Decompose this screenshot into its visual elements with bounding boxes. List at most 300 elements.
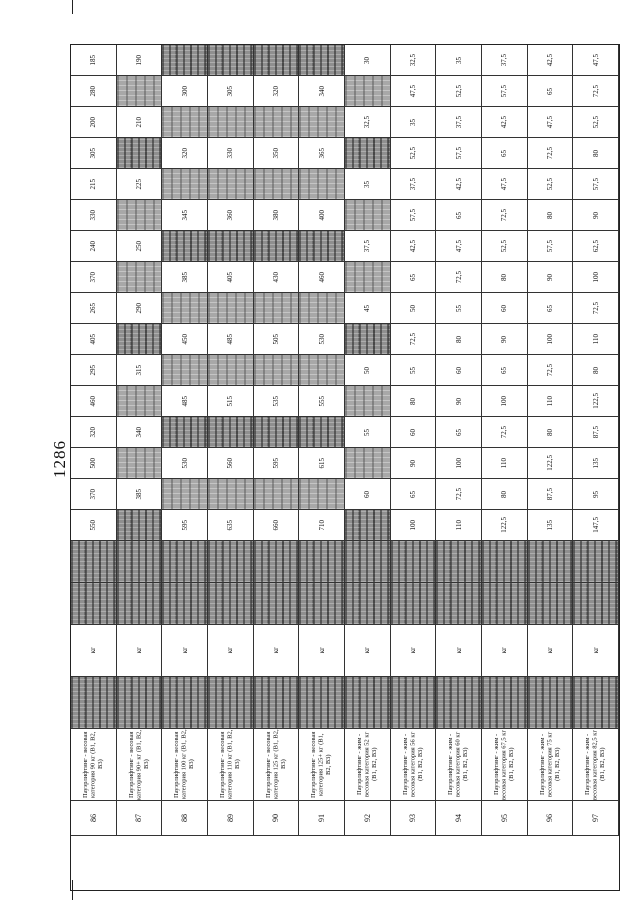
- value-cell: [528, 262, 574, 293]
- value-cell: [162, 448, 208, 479]
- value-text: 365: [317, 147, 326, 159]
- value-cell: [117, 169, 163, 200]
- value-cell: [391, 262, 437, 293]
- value-cell: [162, 200, 208, 231]
- value-cell: [436, 479, 482, 510]
- value-cell: [436, 510, 482, 541]
- value-text: 80: [500, 490, 509, 498]
- value-cell: [345, 76, 391, 107]
- value-cell: [208, 45, 254, 76]
- value-text: 660: [271, 519, 280, 531]
- value-cell: [208, 76, 254, 107]
- value-cell: [482, 386, 528, 417]
- value-cell: [71, 107, 117, 138]
- value-cell: [208, 479, 254, 510]
- row-number-cell: [482, 801, 528, 836]
- value-cell: [71, 510, 117, 541]
- value-text: 240: [89, 240, 98, 252]
- value-cell: [117, 45, 163, 76]
- value-cell: [208, 510, 254, 541]
- row-number-text: 93: [408, 814, 418, 822]
- value-cell: [208, 293, 254, 324]
- value-cell: [573, 262, 619, 293]
- scan-edge-mark-top: [72, 0, 73, 14]
- value-cell: [482, 138, 528, 169]
- value-cell: [162, 355, 208, 386]
- page-number: 1286: [50, 440, 69, 478]
- unit-cell: [436, 625, 482, 677]
- value-cell: [528, 324, 574, 355]
- discipline-name-text: Пауэрлифтинг - весовая категория 100 кг (В1, В2, В3): [173, 729, 196, 800]
- value-cell: [208, 107, 254, 138]
- row-number-text: 96: [545, 814, 555, 822]
- value-text: 485: [180, 395, 189, 407]
- value-cell: [162, 169, 208, 200]
- value-cell: [208, 262, 254, 293]
- row-number-text: 89: [225, 814, 235, 822]
- value-cell: [299, 510, 345, 541]
- value-cell: [573, 448, 619, 479]
- value-text: 37,5: [454, 115, 463, 129]
- value-cell: [436, 45, 482, 76]
- discipline-name-text: Пауэрлифтинг - жим - весовая категория 60 кг (В1, В2, В3): [447, 731, 470, 798]
- value-cell: [528, 417, 574, 448]
- discipline-name-cell: [162, 729, 208, 801]
- value-text: 47,5: [545, 115, 554, 129]
- value-cell: [391, 200, 437, 231]
- value-cell: [528, 448, 574, 479]
- obscured-cell: [117, 677, 163, 729]
- value-text: 90: [591, 211, 600, 219]
- value-cell: [162, 417, 208, 448]
- unit-cell: [391, 625, 437, 677]
- discipline-name-cell: [391, 729, 437, 801]
- value-text: 90: [454, 397, 463, 405]
- value-text: 65: [545, 87, 554, 95]
- value-text: 65: [454, 428, 463, 436]
- value-text: 50: [408, 304, 417, 312]
- value-cell: [117, 417, 163, 448]
- value-text: 65: [500, 366, 509, 374]
- value-cell: [573, 386, 619, 417]
- discipline-name-cell: [482, 729, 528, 801]
- value-cell: [528, 386, 574, 417]
- value-cell: [71, 45, 117, 76]
- value-text: 87,5: [591, 425, 600, 439]
- value-text: 100: [408, 519, 417, 531]
- value-text: 72,5: [545, 363, 554, 377]
- row-number-cell: [254, 801, 300, 836]
- obscured-cell: [436, 541, 482, 583]
- value-text: 60: [408, 428, 417, 436]
- value-text: 122,5: [545, 455, 554, 471]
- value-cell: [254, 386, 300, 417]
- value-cell: [528, 231, 574, 262]
- value-cell: [436, 200, 482, 231]
- value-cell: [71, 76, 117, 107]
- obscured-cell: [117, 583, 163, 625]
- obscured-cell: [162, 541, 208, 583]
- value-text: 315: [134, 364, 143, 376]
- value-cell: [345, 510, 391, 541]
- value-text: 37,5: [363, 239, 372, 253]
- value-text: 122,5: [500, 517, 509, 533]
- row-number-text: 91: [317, 814, 327, 822]
- obscured-cell: [254, 677, 300, 729]
- value-cell: [208, 200, 254, 231]
- value-text: 57,5: [454, 146, 463, 160]
- value-cell: [345, 417, 391, 448]
- value-cell: [208, 448, 254, 479]
- value-cell: [482, 293, 528, 324]
- value-cell: [391, 231, 437, 262]
- unit-text: кг: [454, 647, 463, 654]
- value-cell: [71, 262, 117, 293]
- value-text: 300: [180, 85, 189, 97]
- value-text: 385: [134, 488, 143, 500]
- value-cell: [299, 200, 345, 231]
- value-cell: [482, 76, 528, 107]
- value-text: 45: [363, 304, 372, 312]
- value-cell: [117, 107, 163, 138]
- value-text: 147,5: [591, 517, 600, 533]
- value-text: 460: [317, 271, 326, 283]
- value-cell: [391, 448, 437, 479]
- value-cell: [299, 479, 345, 510]
- obscured-cell: [391, 541, 437, 583]
- unit-text: кг: [180, 647, 189, 654]
- unit-cell: [162, 625, 208, 677]
- value-text: 505: [271, 333, 280, 345]
- value-cell: [436, 231, 482, 262]
- value-cell: [117, 262, 163, 293]
- obscured-cell: [345, 583, 391, 625]
- value-text: 500: [89, 457, 98, 469]
- value-text: 47,5: [500, 177, 509, 191]
- row-number-cell: [299, 801, 345, 836]
- value-text: 47,5: [408, 84, 417, 98]
- row-number-cell: [573, 801, 619, 836]
- row-number-text: 86: [88, 814, 98, 822]
- value-text: 135: [591, 457, 600, 469]
- value-text: 57,5: [500, 84, 509, 98]
- value-text: 60: [500, 304, 509, 312]
- value-text: 90: [545, 273, 554, 281]
- row-number-cell: [345, 801, 391, 836]
- obscured-cell: [482, 583, 528, 625]
- value-text: 72,5: [545, 146, 554, 160]
- value-cell: [117, 386, 163, 417]
- value-cell: [254, 417, 300, 448]
- value-text: 710: [317, 519, 326, 531]
- unit-cell: [208, 625, 254, 677]
- value-cell: [345, 355, 391, 386]
- obscured-cell: [71, 541, 117, 583]
- value-cell: [482, 169, 528, 200]
- value-cell: [254, 355, 300, 386]
- obscured-cell: [208, 541, 254, 583]
- value-text: 65: [500, 149, 509, 157]
- value-cell: [345, 262, 391, 293]
- value-text: 305: [89, 147, 98, 159]
- value-text: 47,5: [454, 239, 463, 253]
- obscured-cell: [528, 583, 574, 625]
- value-text: 52,5: [591, 115, 600, 129]
- value-text: 72,5: [408, 332, 417, 346]
- discipline-name-cell: [254, 729, 300, 801]
- value-cell: [528, 76, 574, 107]
- value-cell: [254, 45, 300, 76]
- value-text: 52,5: [545, 177, 554, 191]
- obscured-cell: [208, 677, 254, 729]
- value-cell: [345, 386, 391, 417]
- value-cell: [71, 200, 117, 231]
- value-text: 330: [89, 209, 98, 221]
- row-number-text: 94: [454, 814, 464, 822]
- value-cell: [345, 169, 391, 200]
- value-cell: [482, 479, 528, 510]
- value-cell: [71, 355, 117, 386]
- value-cell: [482, 200, 528, 231]
- value-cell: [436, 386, 482, 417]
- value-text: 90: [500, 335, 509, 343]
- value-cell: [391, 169, 437, 200]
- value-cell: [482, 231, 528, 262]
- value-text: 72,5: [591, 301, 600, 315]
- value-text: 100: [591, 271, 600, 283]
- value-text: 72,5: [454, 487, 463, 501]
- row-number-cell: [391, 801, 437, 836]
- value-text: 515: [226, 395, 235, 407]
- value-cell: [391, 76, 437, 107]
- value-cell: [436, 355, 482, 386]
- obscured-cell: [299, 541, 345, 583]
- value-cell: [162, 76, 208, 107]
- value-cell: [528, 138, 574, 169]
- value-cell: [573, 169, 619, 200]
- value-text: 90: [408, 459, 417, 467]
- value-cell: [436, 448, 482, 479]
- value-cell: [573, 355, 619, 386]
- value-text: 360: [226, 209, 235, 221]
- obscured-cell: [391, 583, 437, 625]
- value-text: 320: [180, 147, 189, 159]
- value-cell: [528, 293, 574, 324]
- value-cell: [208, 138, 254, 169]
- value-text: 200: [89, 116, 98, 128]
- value-cell: [436, 169, 482, 200]
- value-text: 122,5: [591, 393, 600, 409]
- value-cell: [573, 417, 619, 448]
- value-cell: [391, 386, 437, 417]
- value-cell: [299, 169, 345, 200]
- value-text: 95: [591, 490, 600, 498]
- value-cell: [117, 510, 163, 541]
- value-cell: [254, 448, 300, 479]
- value-cell: [117, 355, 163, 386]
- value-cell: [528, 107, 574, 138]
- obscured-cell: [482, 677, 528, 729]
- unit-text: кг: [89, 647, 98, 654]
- row-number-cell: [528, 801, 574, 836]
- row-number-text: 87: [134, 814, 144, 822]
- value-cell: [117, 76, 163, 107]
- value-text: 110: [591, 333, 600, 345]
- value-cell: [117, 200, 163, 231]
- unit-cell: [71, 625, 117, 677]
- value-text: 80: [545, 428, 554, 436]
- value-cell: [345, 45, 391, 76]
- value-cell: [573, 510, 619, 541]
- value-cell: [117, 231, 163, 262]
- value-cell: [254, 138, 300, 169]
- unit-cell: [482, 625, 528, 677]
- value-cell: [299, 231, 345, 262]
- value-text: 60: [363, 490, 372, 498]
- value-cell: [436, 262, 482, 293]
- value-text: 100: [454, 457, 463, 469]
- value-cell: [436, 138, 482, 169]
- value-text: 57,5: [591, 177, 600, 191]
- value-cell: [162, 107, 208, 138]
- obscured-cell: [162, 677, 208, 729]
- value-text: 210: [134, 116, 143, 128]
- value-text: 72,5: [500, 425, 509, 439]
- value-text: 87,5: [545, 487, 554, 501]
- value-text: 80: [591, 149, 600, 157]
- obscured-cell: [436, 677, 482, 729]
- value-cell: [71, 448, 117, 479]
- value-text: 530: [180, 457, 189, 469]
- value-cell: [345, 479, 391, 510]
- value-cell: [71, 138, 117, 169]
- value-cell: [528, 479, 574, 510]
- value-cell: [299, 355, 345, 386]
- row-number-cell: [208, 801, 254, 836]
- discipline-name-text: Пауэрлифтинг - жим - весовая категория 82,5 кг (В1, В2, В3): [584, 729, 607, 800]
- value-cell: [345, 324, 391, 355]
- value-cell: [162, 231, 208, 262]
- row-number-text: 97: [591, 814, 601, 822]
- value-text: 635: [226, 519, 235, 531]
- obscured-cell: [573, 677, 619, 729]
- value-text: 350: [271, 147, 280, 159]
- value-cell: [436, 293, 482, 324]
- obscured-cell: [71, 677, 117, 729]
- value-text: 295: [89, 364, 98, 376]
- value-text: 57,5: [408, 208, 417, 222]
- obscured-cell: [162, 583, 208, 625]
- unit-cell: [573, 625, 619, 677]
- value-text: 52,5: [408, 146, 417, 160]
- value-text: 80: [545, 211, 554, 219]
- value-text: 62,5: [591, 239, 600, 253]
- value-text: 450: [180, 333, 189, 345]
- value-text: 330: [226, 147, 235, 159]
- value-text: 290: [134, 302, 143, 314]
- value-cell: [345, 231, 391, 262]
- obscured-cell: [71, 583, 117, 625]
- unit-text: кг: [317, 647, 326, 654]
- value-cell: [482, 510, 528, 541]
- value-cell: [482, 45, 528, 76]
- value-text: 110: [454, 519, 463, 531]
- value-text: 52,5: [454, 84, 463, 98]
- value-cell: [482, 417, 528, 448]
- value-cell: [482, 448, 528, 479]
- value-cell: [299, 76, 345, 107]
- value-text: 57,5: [545, 239, 554, 253]
- value-text: 32,5: [408, 53, 417, 67]
- value-text: 80: [500, 273, 509, 281]
- value-text: 42,5: [545, 53, 554, 67]
- value-cell: [254, 293, 300, 324]
- value-cell: [573, 76, 619, 107]
- value-text: 185: [89, 54, 98, 66]
- value-cell: [391, 355, 437, 386]
- value-cell: [299, 45, 345, 76]
- value-text: 345: [180, 209, 189, 221]
- value-text: 280: [89, 85, 98, 97]
- value-cell: [573, 107, 619, 138]
- value-cell: [345, 138, 391, 169]
- row-number-text: 95: [499, 814, 509, 822]
- value-text: 320: [271, 85, 280, 97]
- value-cell: [117, 138, 163, 169]
- value-text: 485: [226, 333, 235, 345]
- value-cell: [162, 386, 208, 417]
- value-cell: [117, 448, 163, 479]
- value-text: 65: [545, 304, 554, 312]
- value-text: 595: [271, 457, 280, 469]
- value-cell: [528, 355, 574, 386]
- value-cell: [254, 510, 300, 541]
- value-text: 55: [408, 366, 417, 374]
- discipline-name-text: Пауэрлифтинг - жим - весовая категория 75 кг (В1, В2, В3): [538, 731, 561, 798]
- obscured-cell: [299, 583, 345, 625]
- value-cell: [71, 293, 117, 324]
- value-cell: [208, 355, 254, 386]
- obscured-cell: [391, 677, 437, 729]
- value-text: 65: [454, 211, 463, 219]
- value-text: 35: [408, 118, 417, 126]
- value-text: 100: [500, 395, 509, 407]
- value-cell: [162, 479, 208, 510]
- value-cell: [117, 293, 163, 324]
- value-text: 370: [89, 271, 98, 283]
- unit-cell: [528, 625, 574, 677]
- value-cell: [71, 386, 117, 417]
- value-text: 615: [317, 457, 326, 469]
- value-cell: [162, 293, 208, 324]
- value-cell: [299, 262, 345, 293]
- discipline-name-text: Пауэрлифтинг - весовая категория 90 кг (В1, В2, В3): [82, 731, 105, 798]
- discipline-name-cell: [345, 729, 391, 801]
- value-cell: [299, 107, 345, 138]
- value-text: 535: [271, 395, 280, 407]
- value-cell: [299, 417, 345, 448]
- value-cell: [573, 231, 619, 262]
- value-cell: [71, 231, 117, 262]
- value-cell: [391, 479, 437, 510]
- value-text: 72,5: [454, 270, 463, 284]
- value-cell: [482, 355, 528, 386]
- unit-text: кг: [134, 647, 143, 654]
- obscured-cell: [345, 541, 391, 583]
- unit-text: кг: [363, 647, 372, 654]
- value-text: 55: [454, 304, 463, 312]
- value-text: 550: [89, 519, 98, 531]
